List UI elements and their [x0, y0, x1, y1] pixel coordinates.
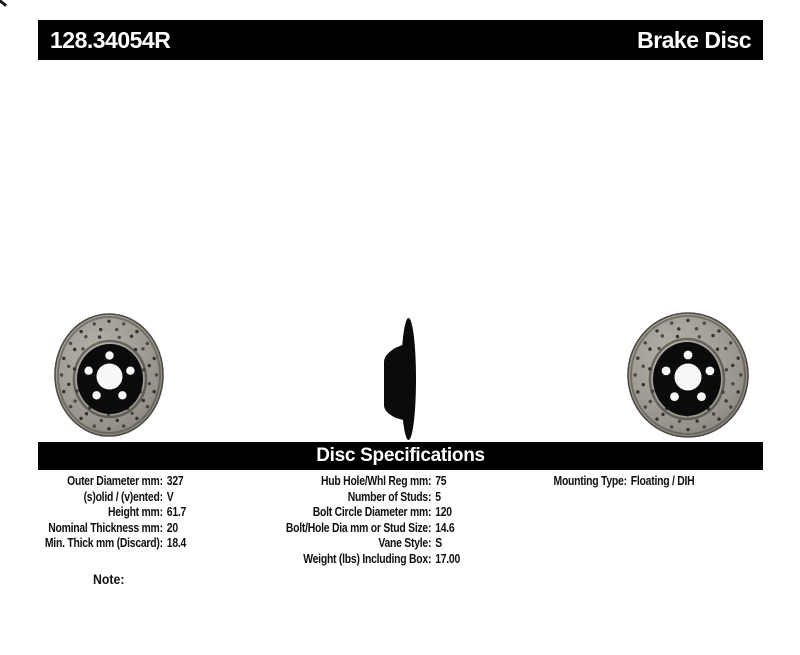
spec-label: Height mm:	[107, 504, 163, 519]
spec-value: S	[435, 535, 442, 550]
header-bar	[38, 20, 763, 60]
spec-value: 14.6	[435, 519, 455, 535]
spec-label: Weight (lbs) Including Box:	[303, 550, 432, 566]
spec-value: 327	[166, 473, 184, 488]
spec-label: Bolt/Hole Dia mm or Stud Size:	[285, 519, 432, 535]
spec-label: Number of Studs:	[347, 488, 432, 504]
spec-label: Bolt Circle Diameter mm:	[312, 504, 432, 519]
spec-value: 5	[435, 488, 441, 504]
spec-row	[38, 473, 186, 489]
brake-disc-side-photo	[380, 312, 418, 444]
spec-row	[288, 504, 460, 520]
spec-value: 17.00	[435, 550, 461, 566]
spec-column-left	[38, 473, 186, 551]
spec-label: Nominal Thickness mm:	[48, 519, 163, 535]
spec-row	[38, 504, 186, 520]
spec-row	[38, 535, 186, 551]
spec-row	[538, 473, 694, 489]
spec-value: 20	[166, 519, 178, 535]
spec-row	[288, 489, 460, 505]
spec-label: Outer Diameter mm:	[67, 473, 163, 488]
spec-section-bar	[38, 442, 763, 470]
spec-row	[288, 535, 460, 551]
spec-value: 18.4	[166, 535, 187, 550]
spec-row	[38, 520, 186, 536]
brake-disc-front-photo-left	[54, 312, 166, 440]
spec-row	[288, 473, 460, 489]
spec-value: V	[166, 488, 174, 504]
note-label: Note:	[93, 571, 125, 587]
spec-column-right	[538, 473, 694, 489]
spec-row	[38, 489, 186, 505]
spec-value: Floating / DIH	[630, 473, 695, 488]
spec-value: 120	[435, 504, 452, 519]
spec-label: Vane Style:	[378, 535, 432, 550]
spec-label: Min. Thick mm (Discard):	[44, 535, 163, 550]
spec-column-middle	[285, 473, 461, 566]
spec-value: 75	[435, 473, 447, 488]
spec-value: 61.7	[166, 504, 187, 519]
scan-artifact-mark	[0, 0, 7, 7]
spec-row	[285, 519, 460, 536]
spec-row	[288, 551, 460, 567]
part-number: 128.34054R	[50, 26, 171, 53]
spec-label: (s)olid / (v)ented:	[83, 488, 163, 504]
disc-hat-silhouette	[384, 340, 408, 424]
brake-disc-front-photo-right	[627, 311, 751, 439]
product-name: Brake Disc	[637, 26, 751, 53]
spec-label: Hub Hole/Whl Reg mm:	[321, 473, 432, 488]
spec-section-title: Disc Specifications	[316, 445, 485, 466]
spec-label: Mounting Type:	[553, 473, 627, 488]
